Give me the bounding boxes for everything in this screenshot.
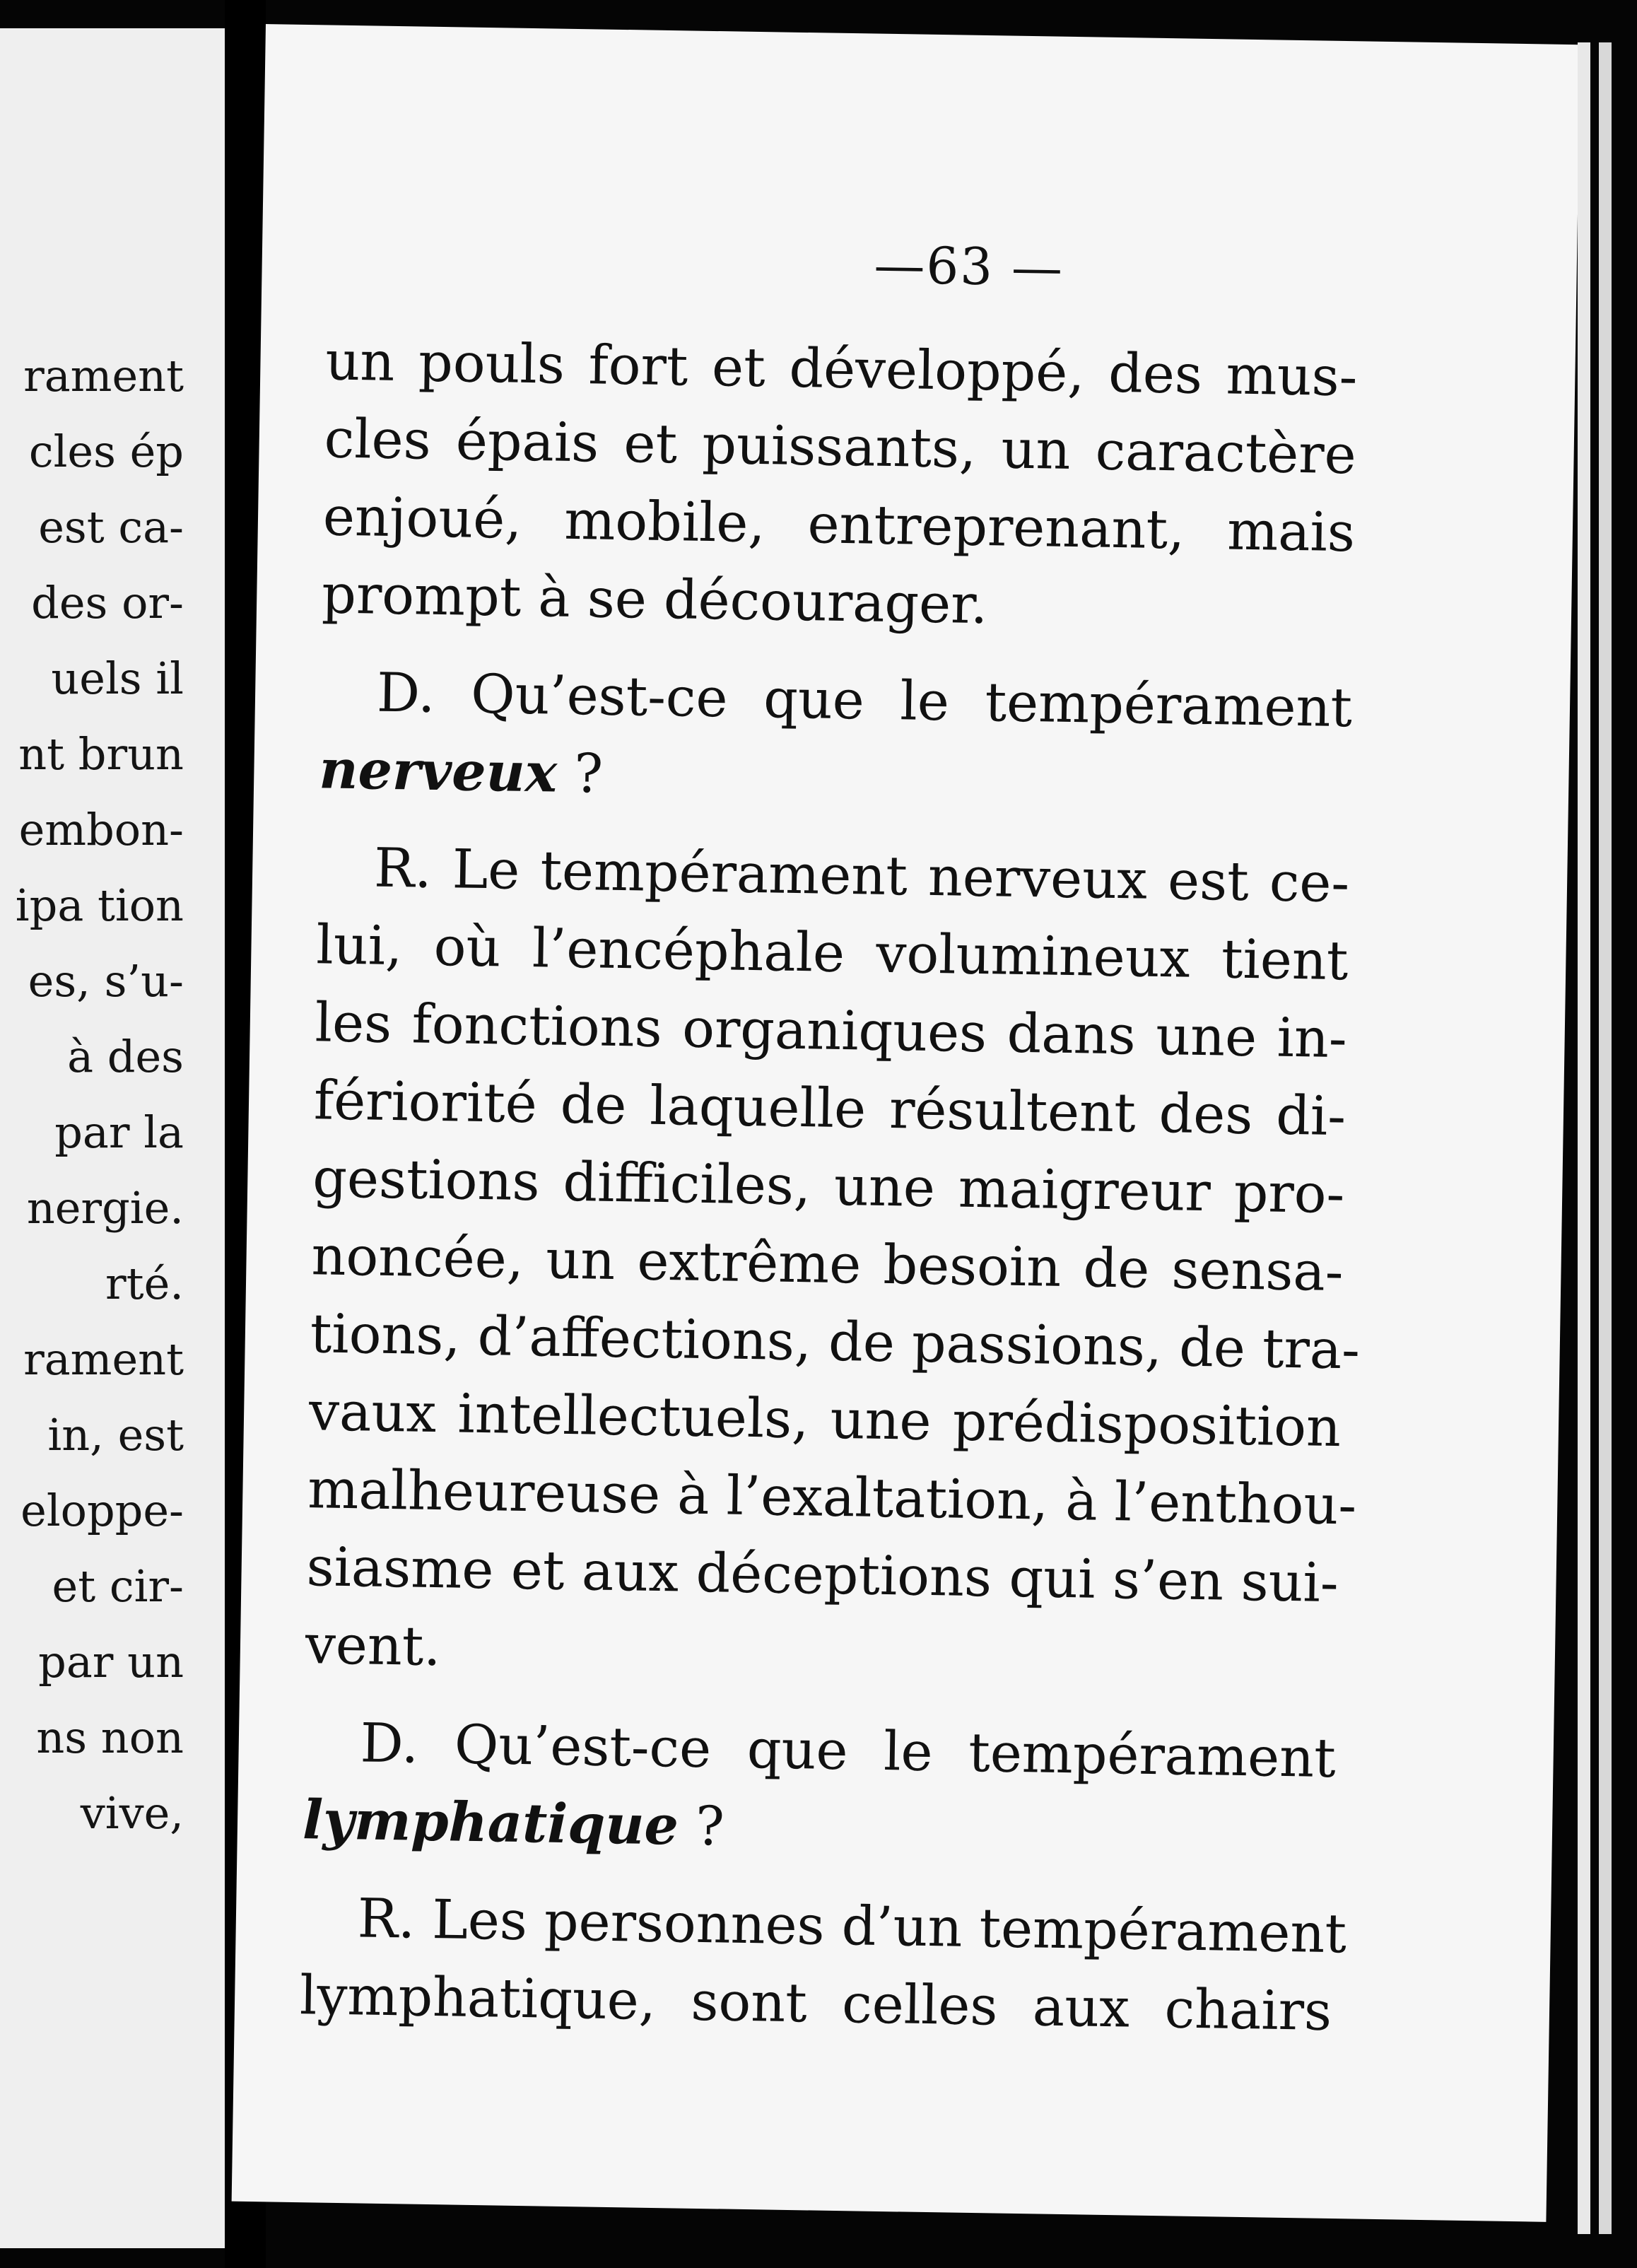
body-text bbox=[299, 322, 1361, 2050]
text-line: lui, où l’encéphale volumineux tient bbox=[315, 913, 1349, 993]
text-line: R. Les personnes d’un tempérament bbox=[357, 1886, 1347, 1965]
left-page-fragment: par la bbox=[54, 1106, 184, 1158]
left-page-fragment: vive, bbox=[80, 1787, 184, 1839]
text-line: malheureuse à l’exaltation, à l’enthou- bbox=[307, 1457, 1357, 1537]
text-line: lymphatique ? bbox=[302, 1788, 725, 1858]
text-line: siasme et aux déceptions qui s’en sui- bbox=[306, 1535, 1339, 1615]
right-page bbox=[232, 24, 1580, 2222]
left-page-fragment: nt brun bbox=[18, 728, 184, 780]
text-line: gestions difficiles, une maigreur pro- bbox=[312, 1146, 1345, 1226]
text-line: fériorité de laquelle résultent des di- bbox=[313, 1068, 1346, 1148]
left-page-fragment: des or- bbox=[31, 577, 184, 629]
left-page-fragment: cles ép bbox=[28, 426, 184, 477]
left-page-fragment: à des bbox=[67, 1031, 184, 1082]
left-page-fragment: in, est bbox=[47, 1409, 184, 1461]
text-line: prompt à se décourager. bbox=[321, 562, 988, 636]
left-page-fragment: es, s’u- bbox=[28, 955, 184, 1007]
left-page-fragment: embon- bbox=[18, 804, 184, 855]
left-page-fragment: et cir- bbox=[52, 1560, 184, 1612]
left-page-fragment: rament bbox=[23, 1333, 184, 1385]
text-line: vent. bbox=[305, 1613, 442, 1678]
left-page-fragment: nergie. bbox=[26, 1182, 184, 1234]
text-line: lymphatique, sont celles aux chairs bbox=[299, 1963, 1332, 2043]
text-line: D. Qu’est-ce que le tempérament bbox=[376, 660, 1353, 740]
page-edge bbox=[1578, 42, 1590, 2234]
left-page-fragment: rament bbox=[23, 350, 184, 402]
text-line: vaux intellectuels, une prédisposition bbox=[308, 1379, 1342, 1459]
text-line: cles épais et puissants, un caractère bbox=[324, 407, 1357, 486]
text-line: les fonctions organiques dans une in- bbox=[315, 990, 1348, 1070]
left-page-fragment: ns non bbox=[36, 1712, 184, 1763]
left-page-fragment: par un bbox=[38, 1636, 184, 1688]
page-edge bbox=[1599, 42, 1612, 2234]
text-line: enjoué, mobile, entreprenant, mais bbox=[322, 484, 1356, 564]
left-page-fragment: est ca- bbox=[38, 501, 184, 553]
text-line: un pouls fort et développé, des mus- bbox=[324, 329, 1359, 409]
page-number: —63 — bbox=[873, 235, 1064, 298]
text-line: nerveux ? bbox=[318, 737, 604, 805]
left-page-fragment: uels il bbox=[51, 653, 184, 704]
italic-term: nerveux bbox=[318, 737, 558, 805]
left-page bbox=[0, 28, 225, 2248]
text-line: noncée, un extrême besoin de sensa- bbox=[310, 1224, 1344, 1304]
text-line: D. Qu’est-ce que le tempérament bbox=[360, 1711, 1337, 1790]
left-page-fragment: ipa tion bbox=[15, 879, 184, 931]
text-line: tions, d’affections, de passions, de tra- bbox=[310, 1302, 1361, 1381]
italic-term: lymphatique bbox=[302, 1788, 679, 1857]
text-line: R. Le tempérament nerveux est ce- bbox=[373, 836, 1350, 915]
left-page-fragment: eloppe- bbox=[20, 1485, 184, 1536]
left-page-fragment: rté. bbox=[105, 1258, 184, 1309]
